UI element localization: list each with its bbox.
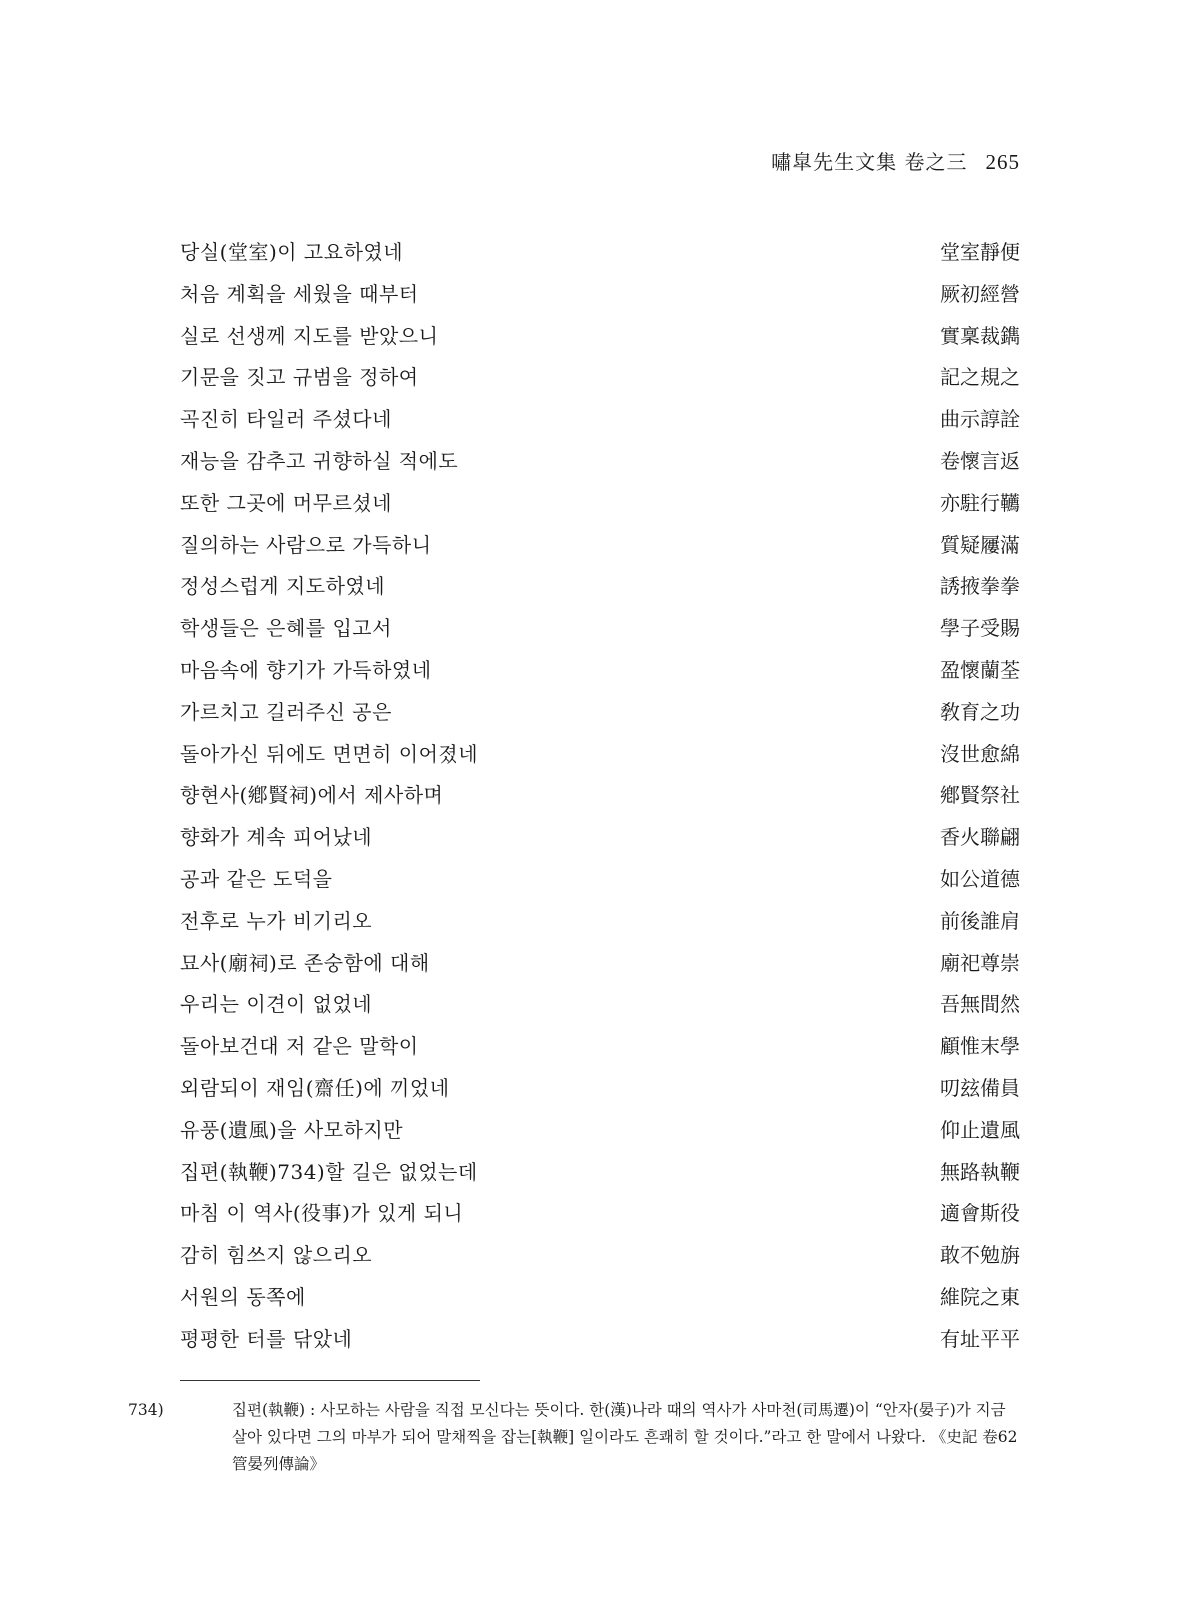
verse-line [180, 357, 1020, 399]
korean-translation: 재능을 감추고 귀향하실 적에도 [180, 448, 459, 473]
verse-line [180, 1026, 1020, 1068]
verse-line [180, 399, 1020, 441]
footnote [128, 1397, 1020, 1478]
korean-translation: 평평한 터를 닦았네 [180, 1326, 353, 1351]
verse-line [180, 1319, 1020, 1361]
korean-translation: 학생들은 은혜를 입고서 [180, 616, 392, 641]
verse-line [180, 859, 1020, 901]
classical-chinese-original: 顧惟末學 [940, 1034, 1020, 1059]
classical-chinese-original: 質疑屨滿 [940, 532, 1020, 557]
verse-line [180, 525, 1020, 567]
korean-translation: 묘사(廟祠)로 존숭함에 대해 [180, 950, 430, 975]
verse-line [180, 1110, 1020, 1152]
classical-chinese-original: 前後誰肩 [940, 908, 1020, 933]
footnote-rule [180, 1380, 480, 1381]
korean-translation: 집편(執鞭)734)할 길은 없었는데 [180, 1159, 478, 1184]
verse-line [180, 483, 1020, 525]
classical-chinese-original: 誘掖拳拳 [940, 574, 1020, 599]
korean-translation: 서원의 동쪽에 [180, 1284, 306, 1309]
classical-chinese-original: 實稟裁鐫 [940, 323, 1020, 348]
verse-line [180, 1235, 1020, 1277]
verse-line [180, 984, 1020, 1026]
classical-chinese-original: 有址平平 [940, 1326, 1020, 1351]
classical-chinese-original: 學子受賜 [940, 616, 1020, 641]
korean-translation: 외람되이 재임(齋任)에 끼었네 [180, 1075, 450, 1100]
classical-chinese-original: 廟祀尊崇 [940, 950, 1020, 975]
verse-line [180, 1068, 1020, 1110]
verse-line [180, 1152, 1020, 1194]
page-number: 265 [985, 150, 1020, 174]
classical-chinese-original: 適會斯役 [940, 1201, 1020, 1226]
verse-line [180, 1193, 1020, 1235]
classical-chinese-original: 仰止遺風 [940, 1117, 1020, 1142]
running-header [771, 146, 1020, 175]
verse-line [180, 734, 1020, 776]
classical-chinese-original: 無路執鞭 [940, 1159, 1020, 1184]
classical-chinese-original: 鄕賢祭社 [940, 783, 1020, 808]
classical-chinese-original: 堂室靜便 [940, 240, 1020, 264]
korean-translation: 마침 이 역사(役事)가 있게 되니 [180, 1201, 464, 1226]
korean-translation: 처음 계획을 세웠을 때부터 [180, 281, 419, 306]
classical-chinese-original: 香火聯翩 [940, 825, 1020, 850]
korean-translation: 기문을 짓고 규범을 정하여 [180, 365, 419, 390]
classical-chinese-original: 亦駐行韉 [940, 490, 1020, 515]
korean-translation: 유풍(遺風)을 사모하지만 [180, 1117, 404, 1142]
verse-line [180, 608, 1020, 650]
korean-translation: 감히 힘쓰지 않으리오 [180, 1243, 373, 1268]
classical-chinese-original: 厥初經營 [940, 281, 1020, 306]
verse-line [180, 817, 1020, 859]
verse-line [180, 274, 1020, 316]
verse-body [180, 232, 1020, 1361]
collection-title: 嘯皐先生文集 卷之三 [771, 150, 968, 174]
classical-chinese-original: 曲示諄詮 [940, 407, 1020, 432]
korean-translation: 공과 같은 도덕을 [180, 866, 333, 891]
classical-chinese-original: 沒世愈綿 [940, 741, 1020, 766]
verse-line [180, 566, 1020, 608]
verse-line [180, 775, 1020, 817]
korean-translation: 질의하는 사람으로 가득하니 [180, 532, 432, 557]
verse-line [180, 943, 1020, 985]
korean-translation: 또한 그곳에 머무르셨네 [180, 490, 392, 515]
verse-line [180, 692, 1020, 734]
classical-chinese-original: 記之規之 [940, 365, 1020, 390]
footnote-text: 집편(執鞭) : 사모하는 사람을 직접 모신다는 뜻이다. 한(漢)나라 때의 역사가 사마천(司馬遷)이 “안자(晏子)가 지금 살아 있다면 그의 마부가 되어 말채찍을 잡는[執鞭] 일이라도 흔쾌히 할 것이다.”라고 한 말에서 나왔다. 《史記 卷62 管晏列傳論》 [232, 1401, 1018, 1473]
verse-line [180, 316, 1020, 358]
classical-chinese-original: 叨玆備員 [940, 1075, 1020, 1100]
korean-translation: 가르치고 길러주신 공은 [180, 699, 392, 724]
verse-line [180, 650, 1020, 692]
classical-chinese-original: 卷懷言返 [940, 448, 1020, 473]
classical-chinese-original: 盈懷蘭荃 [940, 657, 1020, 682]
korean-translation: 마음속에 향기가 가득하였네 [180, 657, 432, 682]
korean-translation: 당실(堂室)이 고요하였네 [180, 240, 404, 264]
verse-line [180, 232, 1020, 274]
classical-chinese-original: 敎育之功 [940, 699, 1020, 724]
korean-translation: 정성스럽게 지도하였네 [180, 574, 386, 599]
verse-line [180, 901, 1020, 943]
footnote-mark: 734) [128, 1401, 164, 1419]
verse-line [180, 1277, 1020, 1319]
classical-chinese-original: 敢不勉旃 [940, 1243, 1020, 1268]
verse-line [180, 441, 1020, 483]
classical-chinese-original: 維院之東 [940, 1284, 1020, 1309]
korean-translation: 돌아가신 뒤에도 면면히 이어졌네 [180, 741, 479, 766]
korean-translation: 우리는 이견이 없었네 [180, 992, 373, 1017]
korean-translation: 돌아보건대 저 같은 말학이 [180, 1034, 419, 1059]
korean-translation: 향현사(鄕賢祠)에서 제사하며 [180, 783, 444, 808]
classical-chinese-original: 吾無間然 [940, 992, 1020, 1017]
korean-translation: 곡진히 타일러 주셨다네 [180, 407, 392, 432]
korean-translation: 향화가 계속 피어났네 [180, 825, 373, 850]
classical-chinese-original: 如公道德 [940, 866, 1020, 891]
korean-translation: 전후로 누가 비기리오 [180, 908, 373, 933]
korean-translation: 실로 선생께 지도를 받았으니 [180, 323, 439, 348]
